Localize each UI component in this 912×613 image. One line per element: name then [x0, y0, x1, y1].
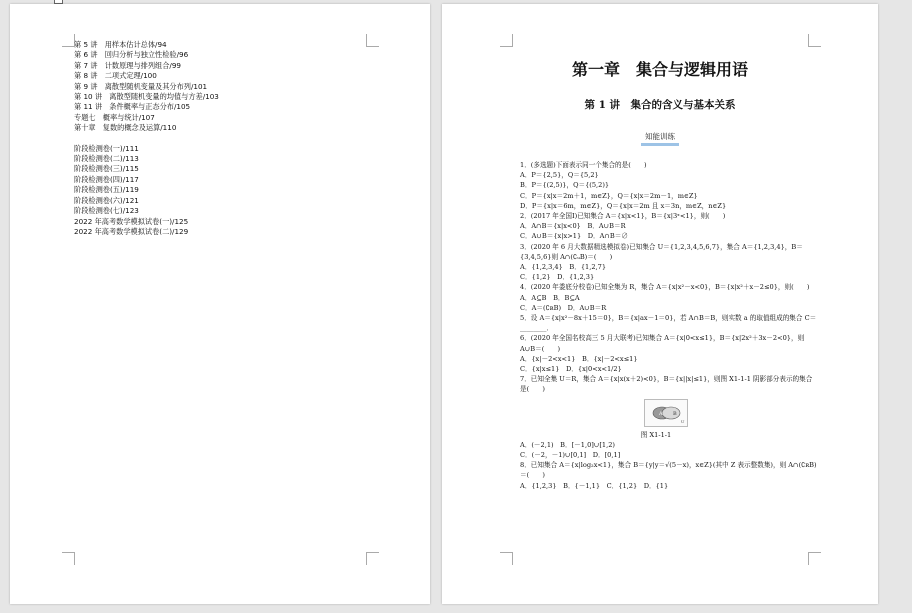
question-line: 7．已知全集 U＝R，集合 A＝{x|x(x＋2)<0}，B＝{x||x|≤1}，则图 X1-1-1 阴影部分表示的集合是( ): [520, 375, 813, 394]
question-line: A．A∩B＝{x|x<0} B．A∪B＝R: [520, 222, 626, 231]
question-line: C．{x|x≤1} D．{x|0<x<1/2}: [520, 365, 622, 374]
question-line: C．(－2，－1)∪[0,1] D．[0,1]: [520, 451, 621, 460]
question-line: 1．(多选题)下面表示同一个集合的是( ): [520, 161, 647, 169]
toc-entry: 2022 年高考数学模拟试卷(二)/129: [74, 226, 189, 236]
crop-mark: [366, 34, 379, 47]
toc-entry: 阶段检测卷(四)/117: [74, 174, 139, 184]
question-line: D．P＝{x|x＝6m，m∈Z}，Q＝{x|x＝2m 且 x＝3n，m∈Z，n∈Z}: [520, 201, 727, 210]
crop-mark: [500, 34, 513, 47]
figure-caption: 图 X1-1-1: [640, 430, 672, 439]
venn-label-a: A: [659, 410, 663, 417]
toc-entry: 阶段检测卷(六)/121: [74, 195, 139, 205]
question-line: A．{1,2,3,4} B．{1,2,7}: [520, 263, 607, 272]
crop-mark: [808, 552, 821, 565]
toc-entry: 第 7 讲 计数原理与排列组合/99: [74, 60, 181, 70]
question-line: 2．(2017 年全国Ⅰ)已知集合 A＝{x|x<1}，B＝{x|3ˣ<1}，则( ): [520, 212, 726, 221]
question-line: C．P＝{x|x＝2m＋1，m∈Z}，Q＝{x|x＝2m－1，m∈Z}: [520, 191, 698, 200]
venn-diagram: [644, 399, 688, 427]
toc-entry: 第 5 讲 用样本估计总体/94: [74, 40, 167, 49]
venn-label-b: B: [673, 410, 677, 417]
toc-entry: 阶段检测卷(七)/123: [74, 206, 139, 216]
document-page-right: [442, 4, 878, 604]
toc-entry: 第 8 讲 二项式定理/100: [74, 71, 157, 81]
question-line: 4．(2020 年娄底分校卷)已知全集为 R，集合 A＝{x|x²－x<0}，B＝{x|x²＋x－2≤0}，则( ): [520, 283, 810, 292]
toc-entry: 第 6 讲 回归分析与独立性检验/96: [74, 50, 189, 60]
crop-mark: [500, 552, 513, 565]
question-line: C．A＝(∁ʀB) D．A∪B＝R: [520, 303, 607, 312]
crop-mark: [808, 34, 821, 47]
toc-entry: 2022 年高考数学模拟试卷(一)/125: [74, 216, 189, 226]
crop-mark: [366, 552, 379, 565]
toc-entry: 第 9 讲 离散型随机变量及其分布列/101: [74, 81, 208, 91]
document-page-left: [10, 4, 430, 604]
question-line: A．A⊆B B．B⊆A: [520, 293, 580, 302]
toc-entry: 阶段检测卷(五)/119: [74, 185, 139, 195]
toc-entry: 专题七 概率与统计/107: [74, 112, 155, 122]
toc-entry: 第 11 讲 条件概率与正态分布/105: [74, 102, 191, 112]
table-of-contents: [74, 40, 219, 237]
toc-entry: 第 10 讲 离散型随机变量的均值与方差/103: [74, 92, 219, 102]
lecture-title: 第 1 讲 集合的含义与基本关系: [584, 99, 736, 111]
toc-entry: 阶段检测卷(三)/115: [74, 164, 139, 174]
toc-entry: 阶段检测卷(二)/113: [74, 154, 139, 164]
question-line: B．P＝{(2,5)}，Q＝{(5,2)}: [520, 181, 610, 190]
question-line: A．(－2,1) B．[－1,0]∪[1,2): [520, 440, 615, 449]
question-line: A．P＝{2,5}，Q＝{5,2}: [520, 171, 599, 180]
question-list: [508, 160, 818, 491]
chapter-title: 第一章 集合与逻辑用语: [571, 60, 748, 79]
toc-entry: 阶段检测卷(一)/111: [74, 143, 139, 153]
question-line: 6．(2020 年全国名校高三 5 月大联考)已知集合 A＝{x|0<x≤1}，B＝{x|2x²＋3x－2<0}，则 A∪B＝( ): [520, 334, 805, 353]
question-line: A．{x|－2<x<1} B．{x|－2<x≤1}: [520, 354, 638, 363]
section-badge: 知能训练: [641, 131, 679, 146]
crop-mark: [62, 552, 75, 565]
venn-label-u: U: [681, 418, 685, 424]
question-line: A．{1,2,3} B．{－1,1} C．{1,2} D．{1}: [520, 481, 669, 490]
question-line: 8．已知集合 A＝{x|log₂x<1}，集合 B＝{y|y＝√(5－x)，x∈Z}(其中 Z 表示整数集)，则 A∩(∁ʀB)＝( ): [520, 461, 817, 480]
question-line: C．A∪B＝{x|x>1} D．A∩B＝∅: [520, 232, 628, 241]
question-line: C．{1,2} D．{1,2,3}: [520, 273, 595, 282]
question-line: 3．(2020 年 6 月大数据精选模拟卷)已知集合 U＝{1,2,3,4,5,6,7}，集合 A＝{1,2,3,4}，B＝{3,4,5,6}则 A∩(∁ᵤB)＝( ): [520, 242, 803, 261]
toc-entry: 第十章 复数的概念及运算/110: [74, 123, 177, 133]
question-line: 5．设 A＝{x|x²－8x＋15＝0}，B＝{x|ax－1＝0}，若 A∩B＝B，则实数 a 的取值组成的集合 C＝________．: [520, 314, 817, 333]
